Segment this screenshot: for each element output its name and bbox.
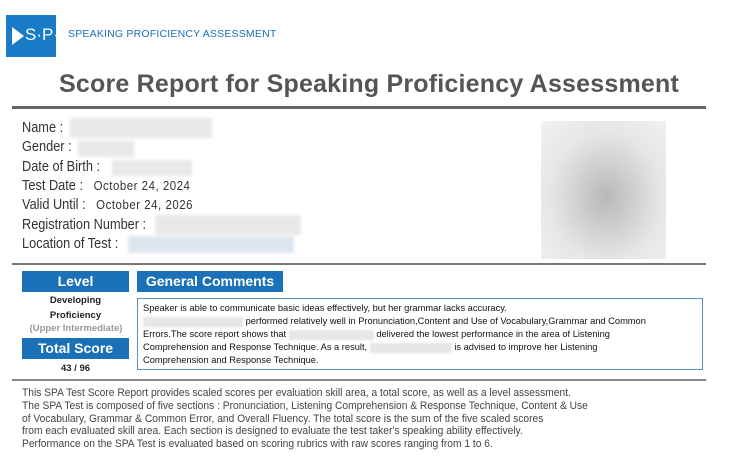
registration-label: Registration Number :	[22, 217, 147, 233]
comment-line	[143, 328, 697, 341]
comment-text: performed relatively well in Pronunciation,Content and Use of Vocabulary,Grammar and Common	[245, 316, 646, 326]
footer-line: Performance on the SPA Test is evaluated based on scoring rubrics with raw scores ranging from 1 to 6.	[22, 438, 493, 451]
comment-line	[143, 302, 697, 315]
level-line-2: Proficiency	[49, 310, 102, 321]
comment-text: Comprehension and Response Technique.	[143, 355, 319, 365]
general-comments-heading: General Comments	[137, 271, 283, 292]
gender-label: Gender :	[22, 139, 72, 155]
redacted-name	[70, 118, 212, 138]
name-row	[22, 120, 63, 136]
total-score-value: 43 / 96	[60, 363, 91, 374]
comment-text: is advised to improve her Listening	[454, 342, 598, 352]
comment-line	[143, 354, 697, 367]
level-sub: (Upper Intermediate)	[29, 323, 123, 334]
redacted-name-inline	[370, 343, 452, 353]
redacted-location	[128, 236, 294, 253]
logo-arrow-icon	[12, 27, 24, 45]
registration-row	[22, 217, 146, 233]
brand-name: SPEAKING PROFICIENCY ASSESSMENT	[68, 28, 277, 40]
test-date-value: October 24, 2024	[93, 178, 191, 193]
candidate-photo	[541, 121, 666, 259]
spa-logo	[6, 15, 71, 57]
comment-line	[143, 315, 697, 328]
logo-text: S·P·A	[25, 25, 71, 44]
footer-line: The SPA Test is composed of five sections : Pronunciation, Listening Comprehension & Response Technique, Content & Use	[22, 399, 588, 412]
footer-line: from each evaluated skill area. Each section is designed to evaluate the test taker's speaking ability effectively.	[22, 425, 523, 438]
level-heading: Level	[22, 271, 129, 292]
comment-text: delivered the lowest performance in the area of Listening	[376, 329, 610, 339]
bottom-divider	[12, 379, 706, 381]
comment-line	[143, 341, 697, 354]
comment-text: Errors.The score report shows that	[143, 329, 287, 339]
valid-until-row	[22, 197, 193, 213]
dob-row	[22, 159, 100, 175]
dob-label: Date of Birth :	[22, 159, 101, 175]
gender-row	[22, 139, 72, 155]
valid-until-value: October 24, 2026	[96, 197, 194, 212]
level-line-1: Developing	[49, 295, 102, 306]
redacted-registration	[155, 215, 301, 235]
comment-text: Speaker is able to communicate basic ideas effectively, but her grammar lacks accuracy.	[143, 303, 507, 313]
name-label: Name :	[22, 120, 64, 136]
general-comments-box	[137, 298, 703, 370]
redacted-name-inline	[143, 317, 243, 327]
redacted-name-inline	[289, 330, 374, 340]
page-title: Score Report for Speaking Proficiency Assessment	[59, 70, 679, 98]
test-date-label: Test Date :	[22, 178, 83, 194]
top-divider	[12, 106, 706, 109]
test-date-row	[22, 178, 190, 194]
redacted-dob	[112, 160, 192, 176]
total-score-heading: Total Score	[22, 338, 129, 359]
comment-text: Comprehension and Response Technique. As a result,	[143, 342, 368, 352]
mid-divider	[12, 263, 706, 265]
redacted-gender	[78, 141, 134, 157]
valid-until-label: Valid Until :	[22, 197, 86, 213]
footer-line: of Vocabulary, Grammar & Common Error, and Overall Fluency. The total score is the sum of the five scaled scores	[22, 412, 544, 425]
footer-description	[22, 387, 651, 451]
location-row	[22, 236, 118, 252]
location-label: Location of Test :	[22, 236, 119, 252]
footer-line: This SPA Test Score Report provides scaled scores per evaluation skill area, a total score, as well as a level assessment.	[22, 387, 571, 399]
